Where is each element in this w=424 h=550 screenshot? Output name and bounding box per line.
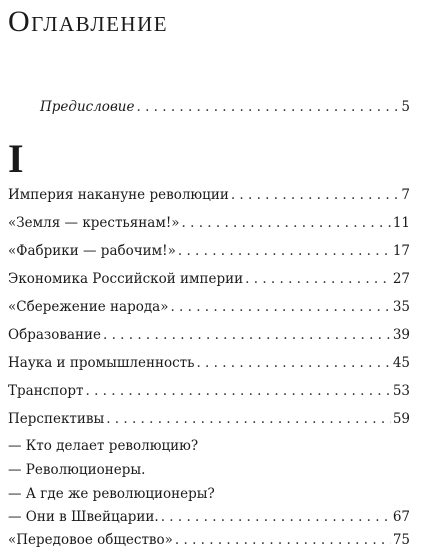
toc-entry-label: «Сбережение народа» <box>8 299 169 315</box>
dot-leader <box>231 187 400 203</box>
toc-page-number: 39 <box>392 327 410 343</box>
toc-entry[interactable] <box>8 327 410 343</box>
toc-entry-label: Транспорт <box>8 383 84 399</box>
toc-entry-preface[interactable] <box>40 99 410 115</box>
toc-entry[interactable] <box>8 383 410 399</box>
toc-entry-label: Перспективы <box>8 411 105 427</box>
toc-page-number: 45 <box>392 355 410 371</box>
toc-page-number: 5 <box>401 99 410 115</box>
dot-leader <box>103 327 391 343</box>
dot-leader <box>86 383 391 399</box>
part-marker: I <box>8 136 24 181</box>
dialogue-line: — Кто делает революцию? <box>8 438 199 454</box>
toc-entry-label: «Передовое общество» <box>8 532 173 548</box>
toc-entry[interactable] <box>8 299 410 315</box>
toc-entry[interactable] <box>8 215 410 231</box>
toc-entry-label: Экономика Российской империи <box>8 271 244 287</box>
toc-entry[interactable] <box>8 355 410 371</box>
toc-page-number: 53 <box>392 383 410 399</box>
toc-page-number: 35 <box>392 299 410 315</box>
toc-entry[interactable] <box>8 411 410 427</box>
toc-page-number: 11 <box>392 215 410 231</box>
toc-entry-label: — Они в Швейцарии. <box>8 509 159 525</box>
toc-page-number: 27 <box>392 271 410 287</box>
toc-entry-label: Предисловие <box>40 99 135 115</box>
toc-entry[interactable] <box>8 509 410 525</box>
toc-entry[interactable] <box>8 271 410 287</box>
toc-entry-label: «Фабрики — рабочим!» <box>8 243 176 259</box>
dot-leader <box>178 243 391 259</box>
toc-entry-label: «Земля — крестьянам!» <box>8 215 180 231</box>
dot-leader <box>245 271 391 287</box>
dot-leader <box>136 99 399 115</box>
toc-page-number: 7 <box>401 187 410 203</box>
toc-entry[interactable] <box>8 243 410 259</box>
toc-entry-label: Наука и промышленность <box>8 355 195 371</box>
dot-leader <box>170 299 390 315</box>
dot-leader <box>182 215 391 231</box>
toc-entry[interactable] <box>8 532 410 548</box>
toc-entry-label: Империя накануне революции <box>8 187 229 203</box>
toc-page-number: 59 <box>392 411 410 427</box>
toc-page-number: 75 <box>392 532 410 548</box>
dot-leader <box>161 509 391 525</box>
toc-entry-label: Образование <box>8 327 102 343</box>
toc-page-number: 67 <box>392 509 410 525</box>
dialogue-line: — Революционеры. <box>8 462 146 478</box>
dot-leader <box>106 411 391 427</box>
dot-leader <box>175 532 391 548</box>
toc-page-number: 17 <box>392 243 410 259</box>
toc-entry[interactable] <box>8 187 410 203</box>
dialogue-line: — А где же революционеры? <box>8 486 215 502</box>
dot-leader <box>196 355 390 371</box>
page-title: Оглавление <box>8 5 169 38</box>
